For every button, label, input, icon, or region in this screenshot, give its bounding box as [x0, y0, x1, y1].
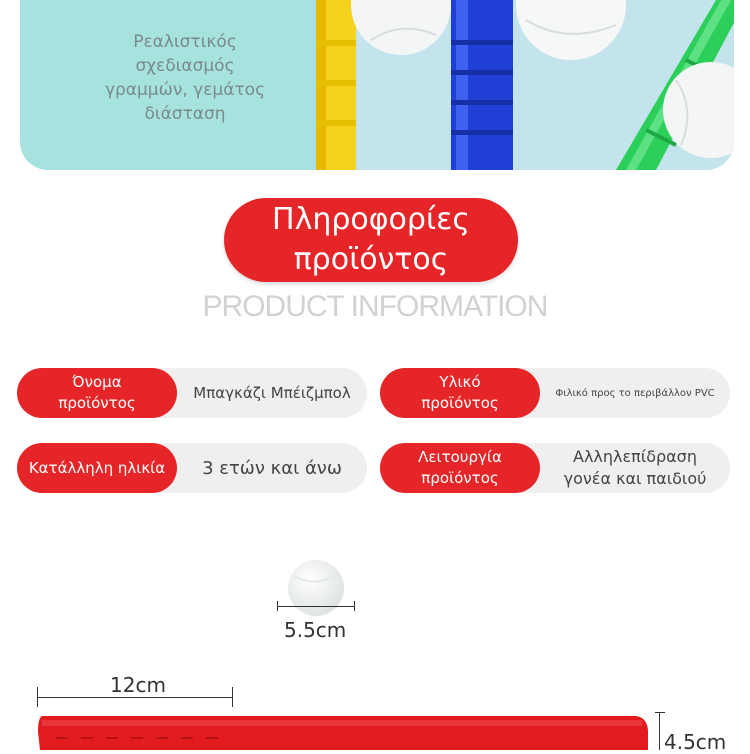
info-row-material — [380, 368, 730, 418]
info-value-line: γονέα και παιδιού — [563, 469, 707, 488]
section-title-pill — [224, 198, 518, 282]
ball-dimension-line — [277, 606, 355, 607]
info-key-line: Λειτουργία — [418, 448, 502, 466]
blue-bat-icon — [451, 0, 513, 170]
info-value-age: 3 ετών και άνω — [202, 457, 342, 479]
ball-dimension-tick — [354, 601, 355, 611]
bat-length-tick — [37, 687, 38, 707]
product-photo — [316, 0, 734, 170]
info-key-name — [17, 368, 177, 418]
info-value-line: Αλληλεπίδραση — [573, 447, 697, 466]
baseball-toys-image — [316, 0, 734, 170]
info-key-line: Όνομα — [72, 373, 122, 391]
banner-caption — [80, 30, 290, 126]
bat-height-tick — [655, 712, 665, 713]
banner-line: Ρεαλιστικός — [133, 32, 237, 52]
banner-line: γραμμών, γεμάτος — [104, 80, 266, 100]
bat-length-tick — [232, 687, 233, 707]
info-row-function — [380, 443, 730, 493]
section-title-line: προϊόντος — [293, 242, 449, 277]
bat-length-line — [37, 697, 233, 698]
info-key-line: προϊόντος — [58, 394, 136, 412]
banner-line: σχεδιασμός — [135, 56, 235, 76]
info-key-line: Κατάλληλη ηλικία — [28, 458, 166, 477]
ball-icon — [270, 558, 370, 618]
info-value-function — [540, 443, 730, 493]
info-value-name: Μπαγκάζι Μπέιζμπολ — [193, 384, 351, 402]
info-row-name — [17, 368, 367, 418]
info-row-age — [17, 443, 367, 493]
banner-line: διάσταση — [144, 104, 226, 124]
ball-dimension-label: 5.5cm — [284, 618, 347, 642]
info-value-material: Φιλικό προς το περιβάλλον PVC — [555, 387, 715, 399]
info-key-line: προϊόντος — [421, 469, 499, 487]
info-key-material — [380, 368, 540, 418]
info-key-line: Υλικό — [439, 373, 481, 391]
section-title-line: Πληροφορίες — [272, 202, 470, 237]
yellow-bat-icon — [316, 0, 356, 170]
section-subtitle: PRODUCT INFORMATION — [202, 290, 548, 323]
bat-length-label: 12cm — [110, 673, 166, 697]
info-key-line: προϊόντος — [421, 394, 499, 412]
bat-height-label: 4.5cm — [664, 730, 727, 754]
bat-height-line — [659, 712, 660, 750]
top-banner — [20, 0, 734, 170]
ball-dimension-tick — [277, 601, 278, 611]
red-bat-icon — [36, 712, 650, 750]
info-key-age — [17, 443, 177, 493]
info-key-function — [380, 443, 540, 493]
